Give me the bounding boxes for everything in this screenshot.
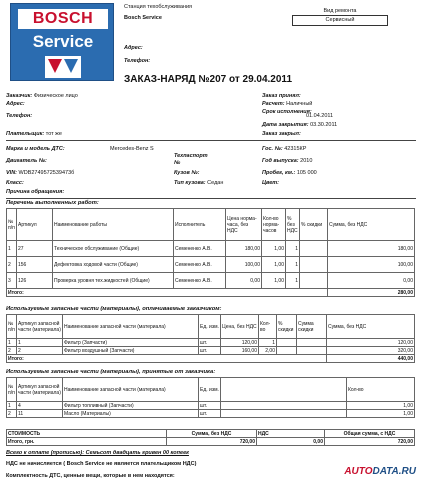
parts-paid-row <box>7 339 415 347</box>
term-value: 01.04.2011 <box>306 113 334 119</box>
parts-customer-header-cell: Ед. изм. <box>199 378 221 402</box>
works-cell: 2 <box>7 257 17 273</box>
parts-customer-section-title: Используемые запасные части (материалы), принятые от заказчика: <box>6 369 216 375</box>
parts-customer-cell: 4 <box>17 402 63 410</box>
parts-paid-body <box>7 339 415 363</box>
plate-label: Гос. №: <box>262 146 283 152</box>
works-header-cell: Сумма, без НДС <box>328 209 415 241</box>
works-cell: 1 <box>286 273 300 289</box>
logo-service-text: Service <box>32 32 94 51</box>
parts-paid-row <box>7 347 415 355</box>
parts-paid-header-cell: Кол-во <box>259 315 277 339</box>
body-number-label: Кузов №: <box>174 170 200 176</box>
payer-value: тот же <box>45 131 62 137</box>
works-cell: 1 <box>7 241 17 257</box>
parts-customer-row <box>7 402 415 410</box>
accepted-label: Заказ принял: <box>262 93 301 99</box>
parts-paid-cell: 160,00 <box>221 347 259 355</box>
customer-value: Физическое лицо <box>33 93 78 99</box>
works-section-title: Перечень выполненных работ: <box>6 200 99 206</box>
parts-paid-header-cell: № п/п <box>7 315 17 339</box>
parts-paid-cell <box>297 339 327 347</box>
parts-paid-cell: шт. <box>199 339 221 347</box>
works-cell: 1,00 <box>262 273 286 289</box>
works-cell <box>300 241 328 257</box>
vehicle-model-label: Марка и модель ДТС: <box>6 146 65 152</box>
customer-label: Заказчик: <box>6 93 33 99</box>
works-cell: Дефектовка ходовой части (Общие) <box>53 257 174 273</box>
parts-customer-header-row <box>7 378 415 402</box>
parts-paid-total-row <box>7 355 415 363</box>
close-date-label: Дата закрытия: <box>262 122 309 128</box>
works-row <box>7 241 415 257</box>
closed-by-label: Заказ закрыл: <box>262 131 301 137</box>
parts-customer-cell <box>221 402 347 410</box>
works-table <box>6 208 415 297</box>
order-title: ЗАКАЗ-НАРЯД №207 от 29.04.2011 <box>124 74 293 85</box>
parts-customer-cell: Фильтр топливный (Запчасти) <box>63 402 199 410</box>
parts-customer-cell: 1,00 <box>347 410 415 418</box>
works-cell: 180,00 <box>226 241 262 257</box>
works-body <box>7 241 415 297</box>
parts-paid-header-cell: Наименование запасной части (материала) <box>63 315 199 339</box>
works-cell: 126 <box>17 273 53 289</box>
works-cell: 0,00 <box>226 273 262 289</box>
divider <box>6 140 416 141</box>
customer-label-row <box>6 93 78 99</box>
parts-customer-body <box>7 402 415 418</box>
parts-customer-cell: шт. <box>199 402 221 410</box>
term-label: Срок исполнения: <box>262 109 312 115</box>
station-title: Станция техобслуживания <box>124 4 193 10</box>
works-total-row <box>7 289 415 297</box>
passport-label: Техпаспорт <box>174 153 208 159</box>
works-header-cell: Цена норма-часа, без НДС <box>226 209 262 241</box>
works-cell: Техническое обслуживание (Общие) <box>53 241 174 257</box>
repair-type-label: Вид ремонта <box>323 8 357 14</box>
works-total-label: Итого: <box>7 289 328 297</box>
bosch-service-logo <box>10 3 114 81</box>
parts-paid-header-cell: Артикул запасной части (материала) <box>17 315 63 339</box>
parts-paid-cell: шт. <box>199 347 221 355</box>
parts-paid-cell: 1 <box>7 339 17 347</box>
works-cell: 0,00 <box>328 273 415 289</box>
mileage-label: Пробег, км.: <box>262 170 296 176</box>
body-type-label: Тип кузова: <box>174 180 206 186</box>
works-cell: 156 <box>17 257 53 273</box>
customer-address-label: Адрес: <box>6 101 25 107</box>
parts-paid-cell: 320,00 <box>327 347 415 355</box>
works-header-row <box>7 209 415 241</box>
cost-header-sum: Сумма, без НДС <box>167 430 257 438</box>
parts-paid-cell: 1 <box>17 339 63 347</box>
works-header-cell: Наименование работы <box>53 209 174 241</box>
customer-phone-label: Телефон: <box>6 113 33 119</box>
divider <box>6 198 416 199</box>
parts-paid-header-cell: Цена, без НДС <box>221 315 259 339</box>
cost-header-vat: НДС <box>257 430 325 438</box>
works-cell: 180,00 <box>328 241 415 257</box>
works-row <box>7 257 415 273</box>
autodata-watermark <box>344 466 416 477</box>
close-date-value: 03.30.2011 <box>310 122 338 128</box>
works-row <box>7 273 415 289</box>
vehicle-model-value: Mercedes-Benz S <box>110 146 154 152</box>
parts-paid-cell: 2 <box>17 347 63 355</box>
mileage-value: 105 000 <box>296 170 317 176</box>
parts-paid-cell: 1 <box>259 339 277 347</box>
amount-in-words: Всего к оплате (прописью): Семьсот двадцать гривен 00 копеек <box>6 450 189 456</box>
parts-paid-header-cell: % скидки <box>277 315 297 339</box>
parts-paid-table <box>6 314 415 363</box>
parts-paid-cell <box>277 347 297 355</box>
body-type-value: Седан <box>207 180 224 186</box>
parts-customer-header-cell: Кол-во <box>347 378 415 402</box>
works-header-cell: № п/п <box>7 209 17 241</box>
parts-paid-cell: Фильтр воздушный (Запчасти) <box>63 347 199 355</box>
plate-value: 42315КР <box>284 146 307 152</box>
parts-paid-cell <box>277 339 297 347</box>
parts-customer-table <box>6 377 415 418</box>
parts-customer-header-cell <box>221 378 347 402</box>
works-cell: 27 <box>17 241 53 257</box>
parts-paid-header-cell: Сумма, без НДС <box>327 315 415 339</box>
parts-customer-header-cell: Наименование запасной части (материала) <box>63 378 199 402</box>
color-label: Цвет: <box>262 180 279 186</box>
parts-paid-cell: 120,00 <box>221 339 259 347</box>
works-cell: 1,00 <box>262 257 286 273</box>
works-cell: Семененко А.В. <box>174 241 226 257</box>
logo-wordmark: BOSCH <box>18 9 108 29</box>
parts-paid-cell: 2 <box>7 347 17 355</box>
station-phone-label: Телефон: <box>124 58 151 64</box>
reason-label: Причина обращения: <box>6 189 65 195</box>
works-cell: 3 <box>7 273 17 289</box>
passport-number-label: № <box>174 160 181 166</box>
works-header-cell: % без НДС <box>286 209 300 241</box>
parts-customer-cell: шт. <box>199 410 221 418</box>
parts-paid-total-label: Итого: <box>7 355 327 363</box>
works-header-cell: % скидки <box>300 209 328 241</box>
works-cell: Проверка уровня тех.жидкостей (Общие) <box>53 273 174 289</box>
repair-type-value: Сервисный <box>292 15 388 26</box>
watermark-suffix: DATA.RU <box>372 466 416 477</box>
works-cell <box>300 273 328 289</box>
works-header-cell: Кол-во норма-часов <box>262 209 286 241</box>
accountant-label: Расчет: <box>262 101 285 107</box>
parts-customer-cell: 11 <box>17 410 63 418</box>
cost-total-label: Итого, грн. <box>7 438 167 446</box>
watermark-prefix: AUTO <box>344 466 373 477</box>
parts-paid-header-row <box>7 315 415 339</box>
parts-paid-header-cell: Ед. изм. <box>199 315 221 339</box>
parts-customer-header-cell: Артикул запасной части (материала) <box>17 378 63 402</box>
cost-total-all: 720,00 <box>325 438 415 446</box>
parts-paid-section-title: Используемые запасные части (материалы), оплачиваемые заказчиком: <box>6 306 222 312</box>
parts-customer-cell <box>221 410 347 418</box>
logo-emblem-icon <box>45 56 81 78</box>
vin-label: VIN: <box>6 170 17 176</box>
parts-paid-cell: 2,00 <box>259 347 277 355</box>
cost-table <box>6 429 415 446</box>
cost-total-vat: 0,00 <box>257 438 325 446</box>
parts-customer-row <box>7 410 415 418</box>
parts-paid-header-cell: Сумма скидки <box>297 315 327 339</box>
parts-customer-header-cell: № п/п <box>7 378 17 402</box>
parts-paid-cell: Фильтр (Запчасти) <box>63 339 199 347</box>
parts-customer-cell: 2 <box>7 410 17 418</box>
works-cell: 1 <box>286 241 300 257</box>
works-cell <box>300 257 328 273</box>
works-header-cell: Исполнитель <box>174 209 226 241</box>
parts-paid-cell <box>297 347 327 355</box>
year-label: Год выпуска: <box>262 158 299 164</box>
parts-customer-cell: Масло (Материалы) <box>63 410 199 418</box>
works-cell: 100,00 <box>328 257 415 273</box>
completeness-note: Комплектность ДТС, ценные вещи, которые в нем находятся: <box>6 473 175 479</box>
station-address-label: Адрес: <box>124 45 143 51</box>
parts-customer-cell: 1,00 <box>347 402 415 410</box>
parts-paid-cell: 120,00 <box>327 339 415 347</box>
year-value: 2010 <box>300 158 313 164</box>
works-header-cell: Артикул <box>17 209 53 241</box>
accountant-value: Наличный <box>286 101 313 107</box>
payer-label: Плательщик: <box>6 131 45 137</box>
works-cell: Семененко А.В. <box>174 257 226 273</box>
works-cell: 1 <box>286 257 300 273</box>
station-name: Bosch Service <box>124 15 162 21</box>
cost-header-total: Общая сумма, с НДС <box>325 430 415 438</box>
cost-total-sum: 720,00 <box>167 438 257 446</box>
works-cell: 1,00 <box>262 241 286 257</box>
parts-customer-cell: 1 <box>7 402 17 410</box>
cost-header-title: СТОИМОСТЬ <box>7 430 167 438</box>
works-cell: Семененко А.В. <box>174 273 226 289</box>
class-label: Класс: <box>6 180 24 186</box>
engine-label: Двигатель №: <box>6 158 47 164</box>
works-cell: 100,00 <box>226 257 262 273</box>
works-total-value: 280,00 <box>328 289 415 297</box>
vat-note: НДС не начисляется ( Bosch Service не является плательщиком НДС) <box>6 461 197 467</box>
parts-paid-total-value: 440,00 <box>327 355 415 363</box>
vin-value: WDB2749572539473б <box>18 170 75 176</box>
